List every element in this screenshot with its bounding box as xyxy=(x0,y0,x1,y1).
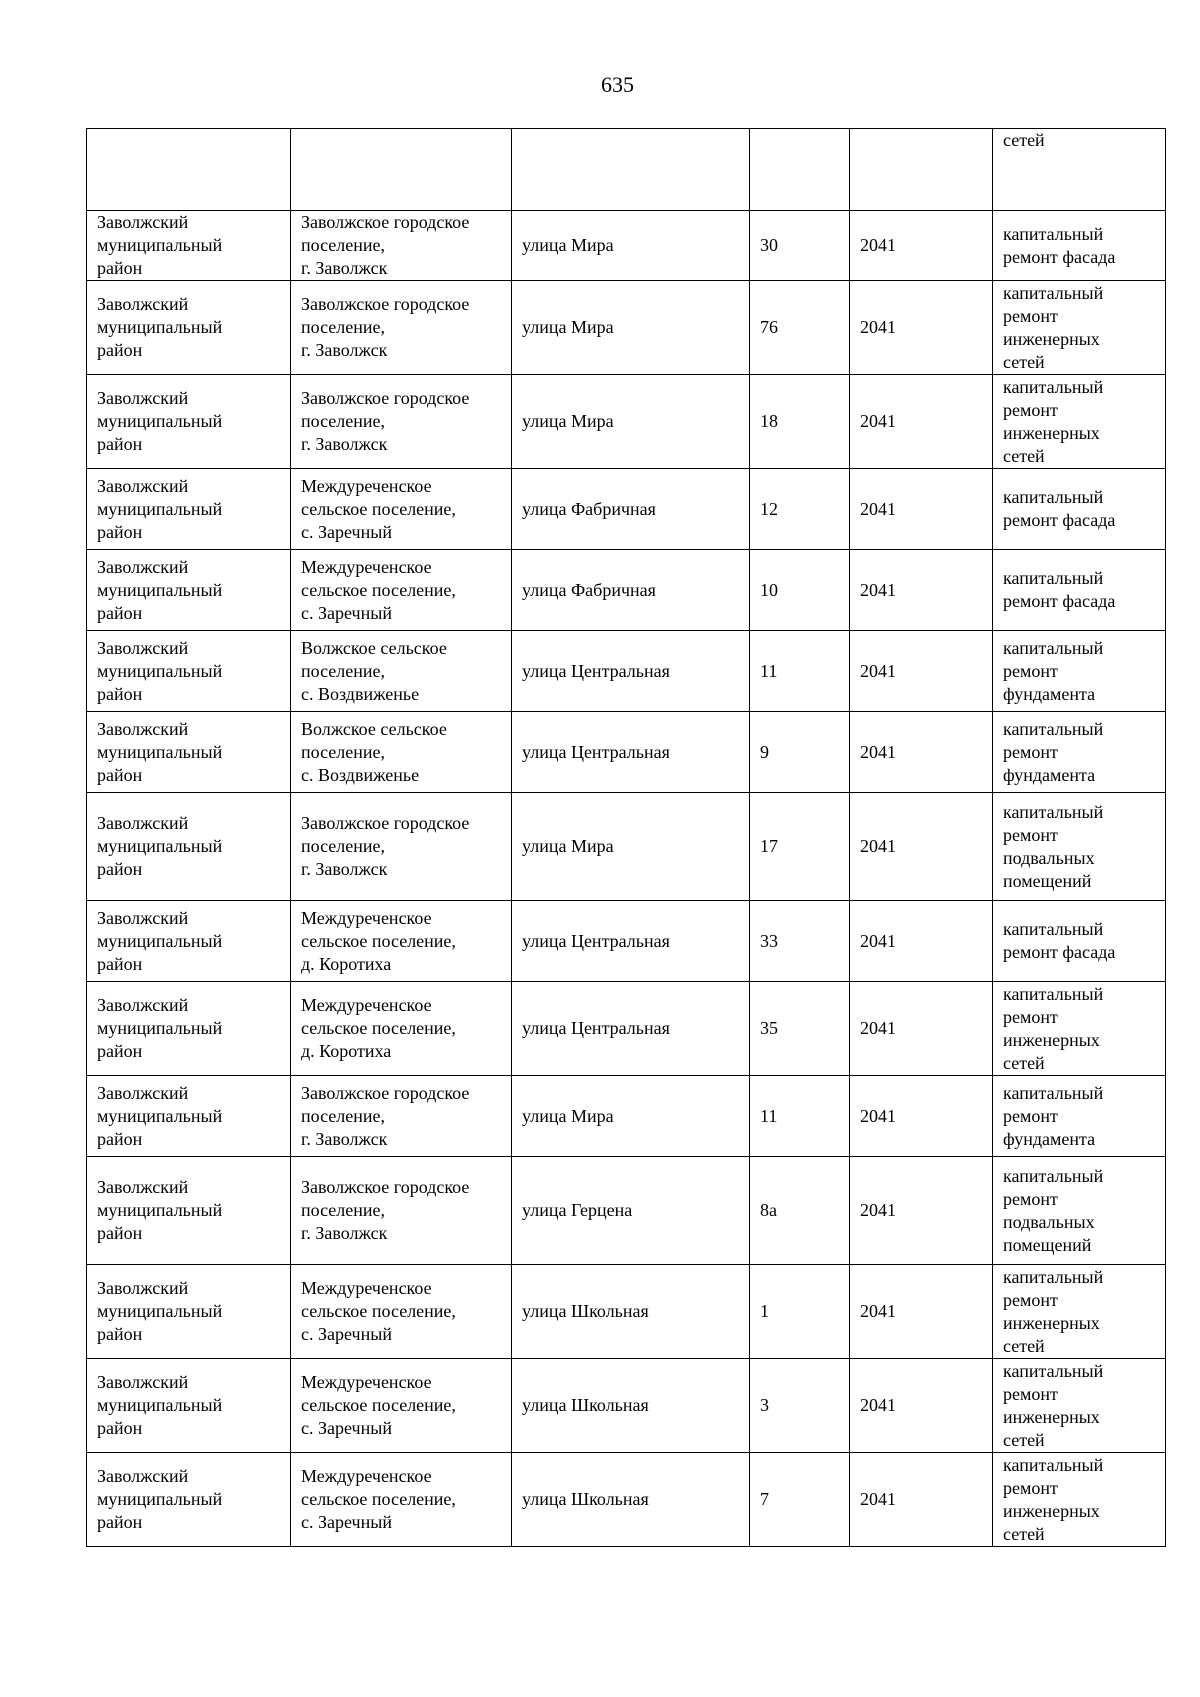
cell-work: капитальный ремонт инженерных сетей xyxy=(993,1453,1166,1547)
cell-year: 2041 xyxy=(850,1076,993,1157)
cell-street: улица Центральная xyxy=(512,631,750,712)
cell-district: Заволжский муниципальный район xyxy=(87,211,291,281)
cell-street: улица Мира xyxy=(512,281,750,375)
cell-house: 35 xyxy=(750,982,850,1076)
cell-work: сетей xyxy=(993,129,1166,211)
cell-house: 76 xyxy=(750,281,850,375)
cell-district: Заволжский муниципальный район xyxy=(87,375,291,469)
cell-street: улица Герцена xyxy=(512,1157,750,1265)
cell-work: капитальный ремонт фундамента xyxy=(993,631,1166,712)
cell-work: капитальный ремонт фасада xyxy=(993,211,1166,281)
cell-work: капитальный ремонт фасада xyxy=(993,550,1166,631)
cell-year: 2041 xyxy=(850,793,993,901)
cell-district: Заволжский муниципальный район xyxy=(87,901,291,982)
cell-work: капитальный ремонт фундамента xyxy=(993,712,1166,793)
cell-settlement: Заволжское городское поселение, г. Заволжск xyxy=(291,793,512,901)
cell-work: капитальный ремонт инженерных сетей xyxy=(993,281,1166,375)
cell-house: 3 xyxy=(750,1359,850,1453)
cell-house: 12 xyxy=(750,469,850,550)
cell-house: 18 xyxy=(750,375,850,469)
cell-year: 2041 xyxy=(850,1359,993,1453)
cell-street: улица Центральная xyxy=(512,712,750,793)
cell-settlement: Заволжское городское поселение, г. Заволжск xyxy=(291,281,512,375)
cell-district: Заволжский муниципальный район xyxy=(87,793,291,901)
cell-street: улица Центральная xyxy=(512,982,750,1076)
cell-year: 2041 xyxy=(850,1265,993,1359)
cell-settlement: Заволжское городское поселение, г. Заволжск xyxy=(291,211,512,281)
housing-repair-table xyxy=(86,128,1166,1547)
cell-settlement: Междуреченское сельское поселение, с. Заречный xyxy=(291,1359,512,1453)
cell-street: улица Мира xyxy=(512,375,750,469)
cell-house: 33 xyxy=(750,901,850,982)
cell-house xyxy=(750,129,850,211)
cell-street: улица Фабричная xyxy=(512,469,750,550)
table-row xyxy=(87,1076,1166,1157)
cell-house: 11 xyxy=(750,631,850,712)
table-row xyxy=(87,375,1166,469)
cell-house: 30 xyxy=(750,211,850,281)
cell-work: капитальный ремонт фундамента xyxy=(993,1076,1166,1157)
cell-house: 10 xyxy=(750,550,850,631)
cell-district: Заволжский муниципальный район xyxy=(87,982,291,1076)
table-row xyxy=(87,712,1166,793)
table-row xyxy=(87,550,1166,631)
cell-district: Заволжский муниципальный район xyxy=(87,1076,291,1157)
cell-house: 7 xyxy=(750,1453,850,1547)
cell-year: 2041 xyxy=(850,469,993,550)
table-row xyxy=(87,1265,1166,1359)
table-row xyxy=(87,901,1166,982)
cell-district: Заволжский муниципальный район xyxy=(87,712,291,793)
cell-settlement: Междуреченское сельское поселение, с. Заречный xyxy=(291,1453,512,1547)
table-row xyxy=(87,1359,1166,1453)
cell-street: улица Мира xyxy=(512,1076,750,1157)
cell-street: улица Школьная xyxy=(512,1453,750,1547)
cell-work: капитальный ремонт подвальных помещений xyxy=(993,1157,1166,1265)
cell-district: Заволжский муниципальный район xyxy=(87,469,291,550)
table-row xyxy=(87,211,1166,281)
cell-work: капитальный ремонт инженерных сетей xyxy=(993,375,1166,469)
table-row xyxy=(87,631,1166,712)
cell-district: Заволжский муниципальный район xyxy=(87,281,291,375)
cell-work: капитальный ремонт фасада xyxy=(993,469,1166,550)
cell-district: Заволжский муниципальный район xyxy=(87,1157,291,1265)
cell-settlement: Заволжское городское поселение, г. Заволжск xyxy=(291,1157,512,1265)
cell-work: капитальный ремонт инженерных сетей xyxy=(993,982,1166,1076)
cell-year: 2041 xyxy=(850,211,993,281)
cell-settlement: Междуреченское сельское поселение, с. Заречный xyxy=(291,469,512,550)
cell-settlement: Заволжское городское поселение, г. Заволжск xyxy=(291,1076,512,1157)
cell-street: улица Школьная xyxy=(512,1359,750,1453)
cell-house: 11 xyxy=(750,1076,850,1157)
cell-house: 1 xyxy=(750,1265,850,1359)
page-number: 635 xyxy=(601,72,634,97)
table-body xyxy=(87,129,1166,1547)
cell-year: 2041 xyxy=(850,901,993,982)
cell-district: Заволжский муниципальный район xyxy=(87,1359,291,1453)
cell-settlement: Волжское сельское поселение, с. Воздвиженье xyxy=(291,631,512,712)
cell-house: 8а xyxy=(750,1157,850,1265)
cell-house: 9 xyxy=(750,712,850,793)
table-row xyxy=(87,793,1166,901)
cell-district: Заволжский муниципальный район xyxy=(87,1453,291,1547)
cell-district: Заволжский муниципальный район xyxy=(87,550,291,631)
table-row-continuation xyxy=(87,129,1166,211)
cell-settlement: Волжское сельское поселение, с. Воздвиженье xyxy=(291,712,512,793)
cell-settlement xyxy=(291,129,512,211)
cell-year: 2041 xyxy=(850,281,993,375)
table-row xyxy=(87,982,1166,1076)
cell-settlement: Междуреченское сельское поселение, с. Заречный xyxy=(291,550,512,631)
cell-year: 2041 xyxy=(850,1157,993,1265)
cell-work: капитальный ремонт фасада xyxy=(993,901,1166,982)
cell-district xyxy=(87,129,291,211)
cell-settlement: Междуреченское сельское поселение, д. Коротиха xyxy=(291,982,512,1076)
cell-year: 2041 xyxy=(850,982,993,1076)
cell-settlement: Междуреченское сельское поселение, д. Коротиха xyxy=(291,901,512,982)
cell-work: капитальный ремонт подвальных помещений xyxy=(993,793,1166,901)
cell-year: 2041 xyxy=(850,631,993,712)
cell-year xyxy=(850,129,993,211)
cell-street: улица Центральная xyxy=(512,901,750,982)
cell-district: Заволжский муниципальный район xyxy=(87,631,291,712)
cell-street xyxy=(512,129,750,211)
table-row xyxy=(87,281,1166,375)
cell-house: 17 xyxy=(750,793,850,901)
cell-street: улица Школьная xyxy=(512,1265,750,1359)
cell-district: Заволжский муниципальный район xyxy=(87,1265,291,1359)
table-row xyxy=(87,1157,1166,1265)
cell-year: 2041 xyxy=(850,712,993,793)
cell-street: улица Мира xyxy=(512,211,750,281)
cell-work: капитальный ремонт инженерных сетей xyxy=(993,1359,1166,1453)
cell-year: 2041 xyxy=(850,1453,993,1547)
cell-street: улица Фабричная xyxy=(512,550,750,631)
cell-settlement: Междуреченское сельское поселение, с. Заречный xyxy=(291,1265,512,1359)
cell-settlement: Заволжское городское поселение, г. Заволжск xyxy=(291,375,512,469)
cell-year: 2041 xyxy=(850,375,993,469)
cell-year: 2041 xyxy=(850,550,993,631)
table-row xyxy=(87,469,1166,550)
cell-work: капитальный ремонт инженерных сетей xyxy=(993,1265,1166,1359)
table-row xyxy=(87,1453,1166,1547)
cell-street: улица Мира xyxy=(512,793,750,901)
